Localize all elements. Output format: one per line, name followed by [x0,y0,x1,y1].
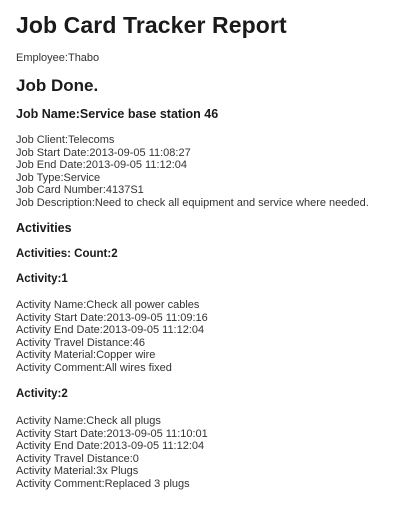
activities-heading: Activities [16,221,72,235]
job-description: Job Description:Need to check all equipment and service where needed. [16,196,369,209]
activity-material: Activity Material:Copper wire [16,349,156,362]
employee-label: Employee:Thabo [16,52,100,64]
activity-2-details [16,415,208,491]
activity-travel-distance: Activity Travel Distance:0 [16,452,139,465]
activity-name: Activity Name:Check all plugs [16,415,161,427]
activity-1-details [16,299,208,375]
activity-2-header: Activity:2 [16,388,68,400]
activity-travel-distance: Activity Travel Distance:46 [16,336,145,349]
activity-end-date: Activity End Date:2013-09-05 11:12:04 [16,324,205,337]
activity-start-date: Activity Start Date:2013-09-05 11:09:16 [16,311,208,324]
activity-end-date: Activity End Date:2013-09-05 11:12:04 [16,440,205,453]
activity-start-date: Activity Start Date:2013-09-05 11:10:01 [16,427,208,440]
activity-comment: Activity Comment:Replaced 3 plugs [16,477,190,490]
activity-name: Activity Name:Check all power cables [16,299,200,311]
activities-count: Activities: Count:2 [16,248,118,260]
activity-comment: Activity Comment:All wires fixed [16,361,172,374]
job-type: Job Type:Service [16,171,101,184]
activity-material: Activity Material:3x Plugs [16,465,139,478]
activity-1-header: Activity:1 [16,273,68,285]
job-details [16,134,369,210]
page-title: Job Card Tracker Report [16,12,287,38]
job-end-date: Job End Date:2013-09-05 11:12:04 [16,159,188,172]
job-status-heading: Job Done. [16,76,99,95]
job-client: Job Client:Telecoms [16,134,115,146]
job-name-heading: Job Name:Service base station 46 [16,107,219,121]
job-card-number: Job Card Number:4137S1 [16,184,144,197]
job-start-date: Job Start Date:2013-09-05 11:08:27 [16,146,191,159]
